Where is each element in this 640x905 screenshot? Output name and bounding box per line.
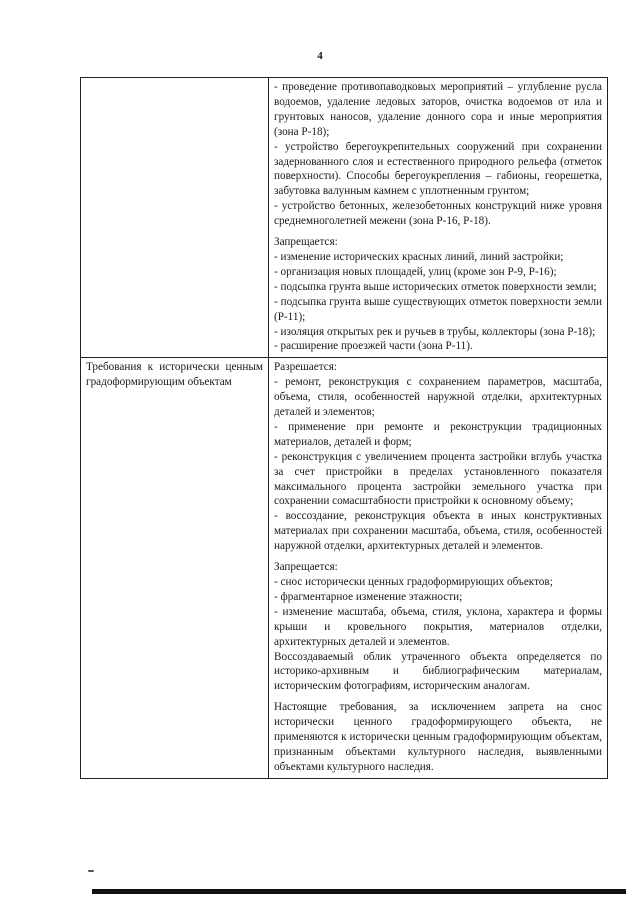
text-block xyxy=(274,700,602,775)
text-line: - подсыпка грунта выше существующих отметок поверхности земли (Р-11); xyxy=(274,295,602,323)
row-label-cell xyxy=(81,78,269,358)
text-line: - снос исторически ценных градоформирующих объектов; xyxy=(274,576,553,588)
text-line: - изоляция открытых рек и ручьев в трубы, коллекторы (зона Р-18); xyxy=(274,325,596,338)
text-line: - подсыпка грунта выше исторических отметок поверхности земли; xyxy=(274,280,597,293)
text-block xyxy=(274,360,602,554)
scan-mark xyxy=(88,870,94,872)
requirements-table xyxy=(80,77,608,779)
text-line: - применение при ремонте и реконструкции традиционных материалов, деталей и форм; xyxy=(274,420,602,448)
text-block xyxy=(274,80,602,229)
row-label: Требования к исторически ценным градоформирующим объектам xyxy=(86,361,263,389)
text-line: - изменение исторических красных линий, линий застройки; xyxy=(274,250,564,263)
text-line: - воссоздание, реконструкция объекта в иных конструктивных материалах при сохранении масштаба, объема, стиля, особенностей наружной отделки, архитектурных деталей и элементов. xyxy=(274,510,602,553)
table-row xyxy=(81,78,608,358)
text-line: - устройство берегоукрепительных сооружений при сохранении задернованного слоя и естественного природного рельефа (отметок поверхности). Способы берегоукрепления – габионы, георешетка, забутовка валунным камнем с уплотненным грунтом; xyxy=(274,140,602,198)
text-line: - организация новых площадей, улиц (кроме зон Р-9, Р-16); xyxy=(274,265,557,278)
page-number: 4 xyxy=(317,50,323,62)
text-line: - проведение противопаводковых мероприятий – углубление русла водоемов, удаление ледовых заторов, очистка водоемов от ила и грунтовых наносов, удаление донного сора и иные мероприятия (зона Р-18); xyxy=(274,81,602,138)
text-line: Настоящие требования, за исключением запрета на снос исторически ценного градоформирующего объекта, не применяются к исторически ценным градоформирующим объектам, признанным объектами культурного наследия, выявленными объектами культурного наследия. xyxy=(274,701,602,773)
text-block xyxy=(274,235,602,354)
text-line: - фрагментарное изменение этажности; xyxy=(274,590,463,603)
text-line: - реконструкция с увеличением процента застройки вглубь участка за счет пристройки в пределах установленного показателя максимального процента застройки земельного участка при сохранении сомасштабности пристройки к основному объему; xyxy=(274,450,602,508)
bottom-border-line xyxy=(92,889,626,894)
row-content-cell xyxy=(269,358,608,778)
text-line: Запрещается: xyxy=(274,561,338,574)
text-line: Запрещается: xyxy=(274,236,338,249)
text-line: - изменение масштаба, объема, стиля, уклона, характера и формы крыши и кровельного покрытия, материалов отделки, архитектурных деталей и элементов. xyxy=(274,605,602,648)
text-line: - расширение проезжей части (зона Р-11). xyxy=(274,340,473,353)
row-content-cell xyxy=(269,78,608,358)
row-label-cell xyxy=(81,358,269,778)
text-line: - ремонт, реконструкция с сохранением параметров, масштаба, объема, стиля, особенностей наружной отделки, архитектурных деталей и элементов; xyxy=(274,376,602,419)
text-line: - устройство бетонных, железобетонных конструкций ниже уровня среднемноголетней межени (зона Р-16, Р-18). xyxy=(274,200,602,228)
text-block xyxy=(274,560,602,694)
text-line: Разрешается: xyxy=(274,361,337,374)
table-row xyxy=(81,358,608,778)
text-line: Воссоздаваемый облик утраченного объекта определяется по историко-архивным и библиографическим материалам, историческим фотографиям, историческим аналогам. xyxy=(274,650,602,693)
